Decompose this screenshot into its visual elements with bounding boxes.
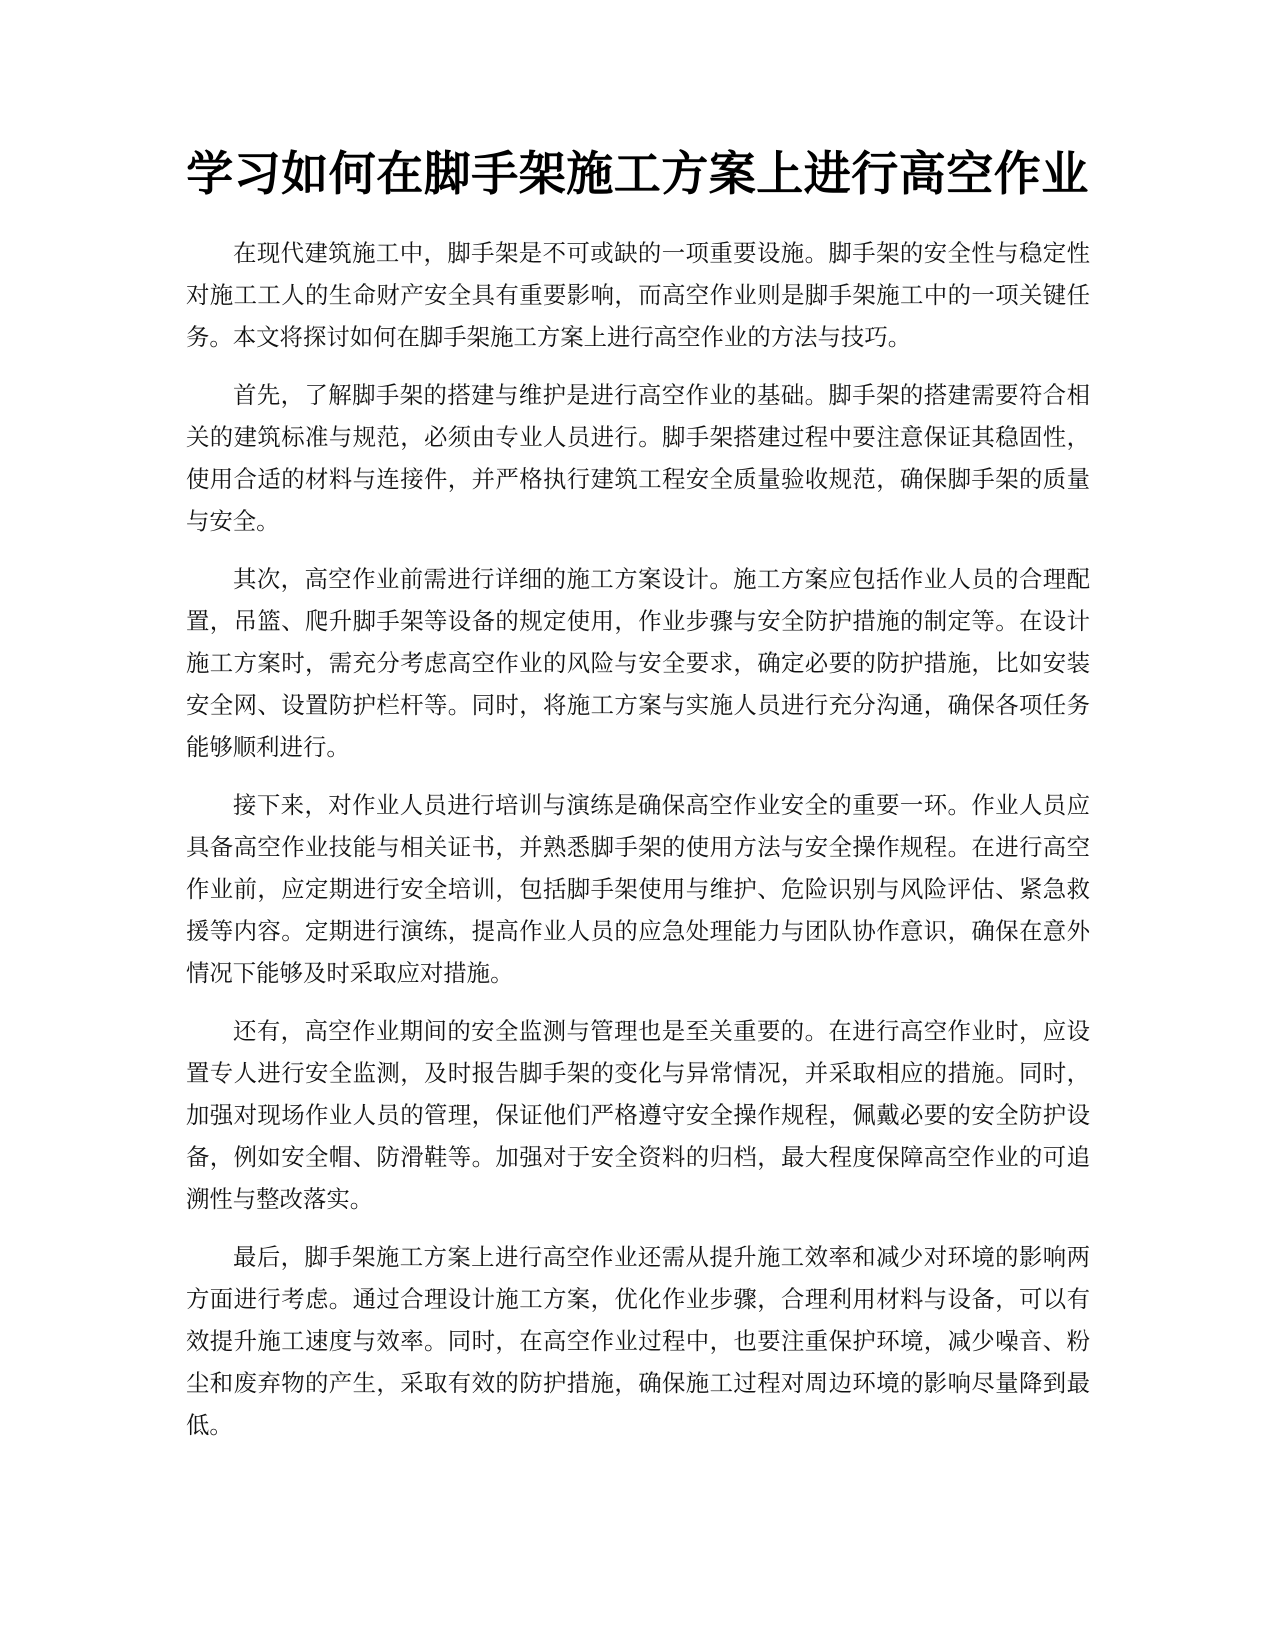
paragraph-construction-plan: 其次，高空作业前需进行详细的施工方案设计。施工方案应包括作业人员的合理配置，吊篮、爬升脚手架等设备的规定使用，作业步骤与安全防护措施的制定等。在设计施工方案时，需充分考虑高空作业的风险与安全要求，确定必要的防护措施，比如安装安全网、设置防护栏杆等。同时，将施工方案与实施人员进行充分沟通，确保各项任务能够顺利进行。 [186,565,1090,761]
document-body [186,232,1090,1462]
paragraph-scaffold-setup: 首先，了解脚手架的搭建与维护是进行高空作业的基础。脚手架的搭建需要符合相关的建筑标准与规范，必须由专业人员进行。脚手架搭建过程中要注意保证其稳固性，使用合适的材料与连接件，并严格执行建筑工程安全质量验收规范，确保脚手架的质量与安全。 [186,381,1090,535]
paragraph-intro: 在现代建筑施工中，脚手架是不可或缺的一项重要设施。脚手架的安全性与稳定性对施工工人的生命财产安全具有重要影响，而高空作业则是脚手架施工中的一项关键任务。本文将探讨如何在脚手架施工方案上进行高空作业的方法与技巧。 [186,239,1090,351]
paragraph-training: 接下来，对作业人员进行培训与演练是确保高空作业安全的重要一环。作业人员应具备高空作业技能与相关证书，并熟悉脚手架的使用方法与安全操作规程。在进行高空作业前，应定期进行安全培训，包括脚手架使用与维护、危险识别与风险评估、紧急救援等内容。定期进行演练，提高作业人员的应急处理能力与团队协作意识，确保在意外情况下能够及时采取应对措施。 [186,791,1090,987]
paragraph-efficiency-environment: 最后，脚手架施工方案上进行高空作业还需从提升施工效率和减少对环境的影响两方面进行考虑。通过合理设计施工方案，优化作业步骤，合理利用材料与设备，可以有效提升施工速度与效率。同时，在高空作业过程中，也要注重保护环境，减少噪音、粉尘和废弃物的产生，采取有效的防护措施，确保施工过程对周边环境的影响尽量降到最低。 [186,1243,1090,1439]
document-title: 学习如何在脚手架施工方案上进行高空作业 [186,147,1089,202]
paragraph-safety-monitoring: 还有，高空作业期间的安全监测与管理也是至关重要的。在进行高空作业时，应设置专人进行安全监测，及时报告脚手架的变化与异常情况，并采取相应的措施。同时，加强对现场作业人员的管理，保证他们严格遵守安全操作规程，佩戴必要的安全防护设备，例如安全帽、防滑鞋等。加强对于安全资料的归档，最大程度保障高空作业的可追溯性与整改落实。 [186,1017,1090,1213]
